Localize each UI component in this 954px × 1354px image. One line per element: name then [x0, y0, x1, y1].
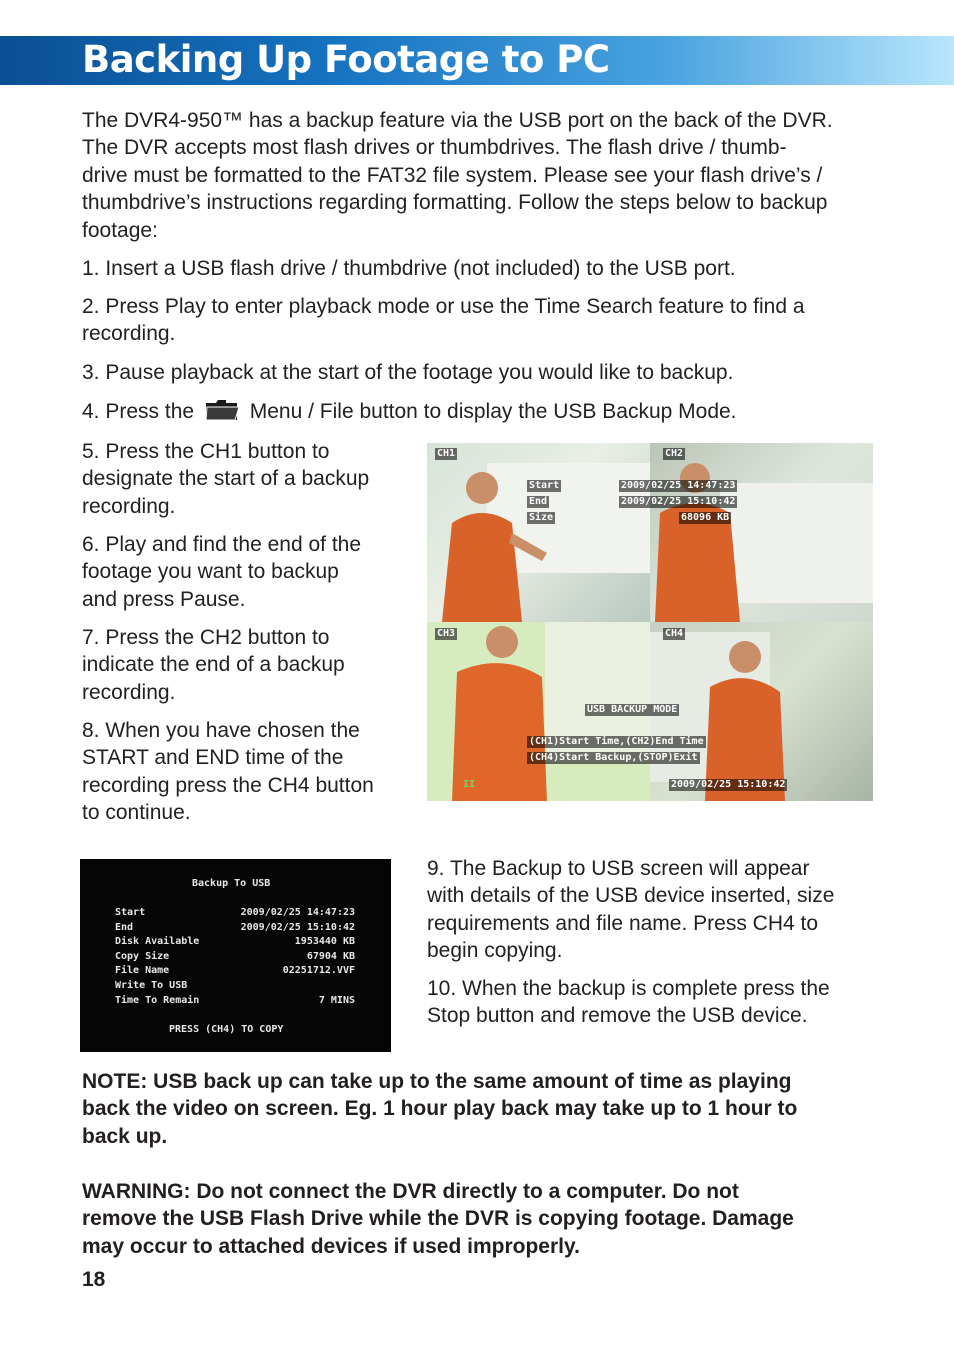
osd-end-label: End [529, 496, 548, 507]
step-line: 8. When you have chosen the [82, 719, 360, 742]
step-line: 6. Play and find the end of the [82, 533, 362, 556]
channel-4-view [650, 622, 873, 801]
osd-size-value: 68096 KB [681, 512, 730, 523]
step-line: designate the start of a backup [82, 467, 370, 491]
dvr-quad-screenshot [427, 443, 873, 801]
pause-indicator: II [463, 779, 476, 790]
page-number: 18 [82, 1268, 106, 1291]
step-5 [82, 438, 369, 520]
osd-help-line: (CH4)Start Backup,(STOP)Exit [529, 752, 698, 763]
warning-line: WARNING: Do not connect the DVR directly to a computer. Do not [82, 1180, 739, 1203]
step-4-text-after: Menu / File button to display the USB Backup Mode. [249, 400, 737, 423]
channel-label: CH2 [665, 448, 684, 459]
intro-line: footage: [82, 218, 158, 242]
warning-line: remove the USB Flash Drive while the DVR is copying footage. Damage [82, 1207, 794, 1231]
intro-line: The DVR4-950™ has a backup feature via the USB port on the back of the DVR. [82, 109, 833, 132]
step-line: requirements and file name. Press CH4 to [427, 911, 819, 935]
backup-row-value: 2009/02/25 15:10:42 [240, 921, 355, 933]
step-4-text-before: 4. Press the [82, 400, 195, 423]
backup-row-label: File Name [115, 965, 170, 977]
channel-label: CH4 [665, 628, 684, 639]
channel-2-view [650, 443, 873, 622]
step-10 [427, 975, 830, 1030]
channel-1-view [427, 443, 650, 622]
step-line: footage you want to backup [82, 560, 339, 584]
step-line: begin copying. [427, 939, 563, 963]
step-8 [82, 717, 374, 827]
intro-line: drive must be formatted to the FAT32 file system. Please see your flash drive’s / [82, 163, 823, 187]
step-1 [82, 255, 736, 282]
backup-screen-title: Backup To USB [192, 878, 271, 889]
step-line: 10. When the backup is complete press the [427, 977, 830, 1000]
backup-screen-prompt: PRESS (CH4) TO COPY [169, 1024, 284, 1035]
backup-row-label: Start [115, 907, 146, 918]
page-title: Backing Up Footage to PC [82, 38, 610, 81]
step-6 [82, 531, 361, 613]
step-2 [82, 293, 805, 348]
osd-end-value: 2009/02/25 15:10:42 [621, 496, 736, 507]
warning-line: may occur to attached devices if used improperly. [82, 1234, 580, 1258]
intro-line: The DVR accepts most flash drives or thumbdrives. The flash drive / thumb- [82, 136, 787, 160]
step-3 [82, 359, 733, 386]
step-4 [82, 398, 737, 428]
note-line: NOTE: USB back up can take up to the same amount of time as playing [82, 1070, 792, 1093]
backup-row-value: 67904 KB [306, 950, 355, 962]
channel-label: CH3 [437, 628, 456, 639]
step-line: 2. Press Play to enter playback mode or use the Time Search feature to find a [82, 295, 805, 318]
step-line: with details of the USB device inserted, size [427, 884, 835, 908]
backup-row-value: 2009/02/25 14:47:23 [240, 907, 355, 918]
step-line: 5. Press the CH1 button to [82, 440, 330, 463]
step-line: recording. [82, 322, 176, 346]
backup-row-label: End [115, 921, 134, 933]
title-banner [0, 36, 954, 85]
intro-line: thumbdrive’s instructions regarding formatting. Follow the steps below to backup [82, 191, 828, 215]
step-line: to continue. [82, 801, 191, 825]
osd-size-label: Size [529, 512, 554, 523]
step-line: and press Pause. [82, 587, 246, 611]
folder-icon [204, 399, 240, 428]
backup-row-value: 7 MINS [318, 994, 355, 1006]
osd-mode-title: USB BACKUP MODE [587, 704, 678, 715]
step-line: 7. Press the CH2 button to [82, 626, 330, 649]
step-line: 9. The Backup to USB screen will appear [427, 857, 810, 880]
step-line: 3. Pause playback at the start of the footage you would like to backup. [82, 361, 734, 384]
warning-paragraph [82, 1178, 794, 1260]
step-line: recording. [82, 680, 176, 704]
step-line: Stop button and remove the USB device. [427, 1004, 808, 1028]
backup-row-label: Time To Remain [115, 994, 200, 1006]
backup-to-usb-screenshot [80, 859, 391, 1052]
backup-row-label: Copy Size [115, 950, 170, 962]
intro-paragraph [82, 107, 833, 244]
note-line: back the video on screen. Eg. 1 hour play back may take up to 1 hour to [82, 1097, 798, 1121]
step-7 [82, 624, 345, 706]
step-9 [427, 855, 834, 965]
osd-start-label: Start [529, 480, 560, 491]
backup-row-label: Write To USB [115, 980, 188, 991]
channel-label: CH1 [437, 448, 456, 459]
osd-help-line: (CH1)Start Time,(CH2)End Time [529, 736, 704, 747]
step-line: recording. [82, 494, 176, 518]
backup-row-label: Disk Available [115, 936, 200, 948]
backup-row-value: 02251712.VVF [282, 965, 355, 977]
note-line: back up. [82, 1124, 168, 1148]
note-paragraph [82, 1068, 797, 1150]
step-line: indicate the end of a backup [82, 653, 345, 677]
step-line: recording press the CH4 button [82, 773, 374, 797]
backup-row-value: 1953440 KB [294, 936, 355, 948]
step-line: 1. Insert a USB flash drive / thumbdrive (not included) to the USB port. [82, 257, 736, 280]
step-line: START and END time of the [82, 746, 344, 770]
osd-timestamp: 2009/02/25 15:10:42 [671, 779, 786, 790]
osd-start-value: 2009/02/25 14:47:23 [621, 480, 736, 491]
